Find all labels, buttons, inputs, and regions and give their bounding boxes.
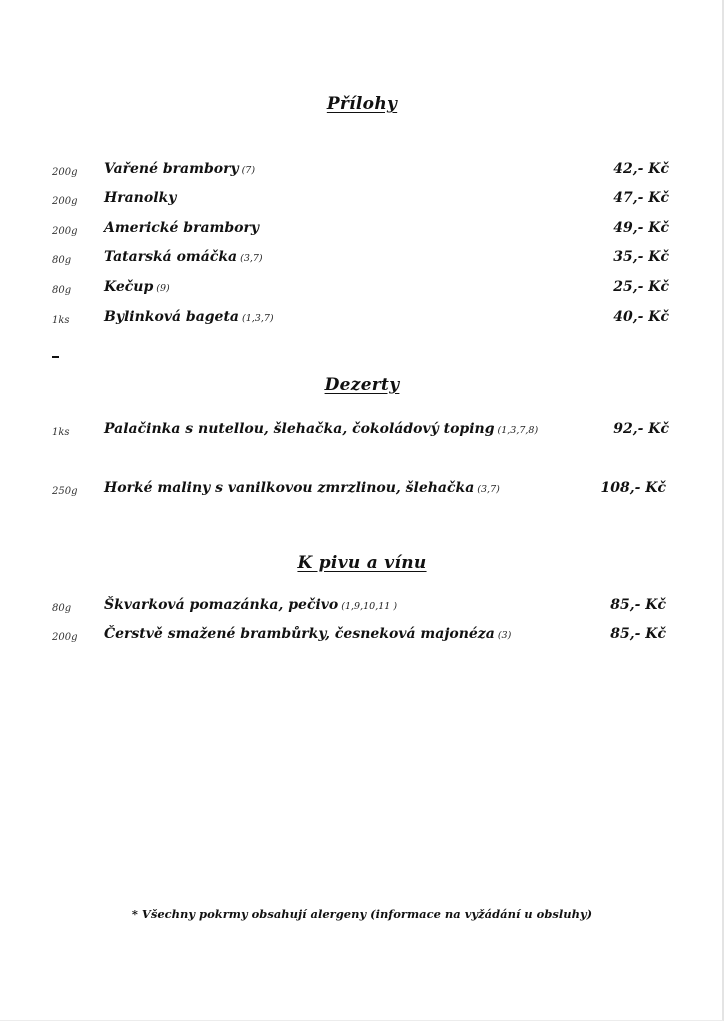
item-allergens: (1,3,7,8) <box>497 425 539 436</box>
item-name: Americké brambory <box>104 220 259 236</box>
allergen-footnote: * Všechny pokrmy obsahují alergeny (informace na vyžádání u obsluhy) <box>131 907 593 921</box>
section-heading-dezerty: Dezerty <box>324 375 400 395</box>
item-allergens: (1,9,10,11 ) <box>341 601 398 612</box>
item-name: Palačinka s nutellou, šlehačka, čokoládový toping (1,3,7,8) <box>104 421 539 437</box>
item-price: 35,- Kč <box>613 249 669 265</box>
item-quantity: 200g <box>52 632 78 643</box>
item-price: 47,- Kč <box>613 190 669 206</box>
menu-item <box>0 190 724 212</box>
item-quantity: 200g <box>52 196 78 207</box>
item-allergens: (3,7) <box>240 253 263 264</box>
item-price: 49,- Kč <box>613 220 669 236</box>
item-price: 92,- Kč <box>613 421 669 437</box>
item-allergens: (3,7) <box>477 484 500 495</box>
section-heading-k-pivu-a-vinu: K pivu a vínu <box>297 553 427 573</box>
menu-item <box>0 220 724 242</box>
item-price: 42,- Kč <box>613 161 669 177</box>
item-quantity: 1ks <box>52 427 70 438</box>
item-name: Vařené brambory (7) <box>104 161 256 177</box>
item-allergens: (7) <box>241 165 256 176</box>
section-heading-prilohy: Přílohy <box>326 94 398 114</box>
item-quantity: 200g <box>52 226 78 237</box>
menu-item <box>0 309 724 331</box>
menu-item <box>0 626 724 648</box>
item-name: Hranolky <box>104 190 177 206</box>
item-quantity: 200g <box>52 167 78 178</box>
menu-item <box>0 161 724 183</box>
item-quantity: 80g <box>52 603 72 614</box>
item-name: Tatarská omáčka (3,7) <box>104 249 263 265</box>
item-name: Čerstvě smažené brambůrky, česneková majonéza (3) <box>104 626 512 642</box>
item-name: Horké maliny s vanilkovou zmrzlinou, šlehačka (3,7) <box>104 480 500 496</box>
item-quantity: 80g <box>52 255 72 266</box>
menu-item <box>0 249 724 271</box>
menu-item <box>0 421 724 443</box>
item-price: 85,- Kč <box>610 597 666 613</box>
item-quantity: 1ks <box>52 315 70 326</box>
item-price: 40,- Kč <box>613 309 669 325</box>
item-allergens: (9) <box>156 283 170 294</box>
menu-item <box>0 279 724 301</box>
item-quantity: 250g <box>52 486 78 497</box>
item-quantity: 80g <box>52 285 72 296</box>
divider-mark <box>52 356 59 358</box>
item-name: Škvarková pomazánka, pečivo (1,9,10,11 ) <box>104 597 398 613</box>
item-allergens: (3) <box>497 630 512 641</box>
item-price: 108,- Kč <box>600 480 666 496</box>
item-name: Kečup (9) <box>104 279 170 295</box>
menu-item <box>0 480 724 502</box>
item-name: Bylinková bageta (1,3,7) <box>104 309 274 325</box>
item-allergens: (1,3,7) <box>242 313 274 324</box>
menu-item <box>0 597 724 619</box>
item-price: 85,- Kč <box>610 626 666 642</box>
item-price: 25,- Kč <box>613 279 669 295</box>
